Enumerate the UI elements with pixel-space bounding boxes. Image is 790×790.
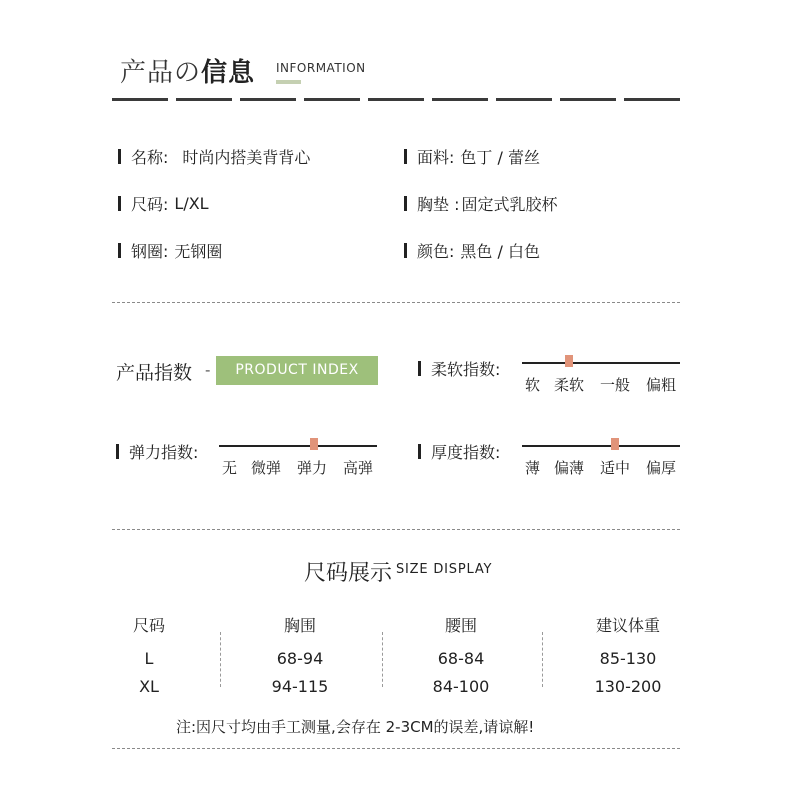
- thickness-label: [418, 440, 500, 463]
- attr-value: 固定式乳胶杯: [461, 195, 558, 214]
- scale-bullet: [418, 361, 421, 376]
- softness-scale-line: [522, 362, 680, 364]
- thickness-marker: [611, 438, 619, 450]
- elasticity-option: 弹力: [297, 459, 328, 477]
- section-divider: [112, 529, 680, 530]
- size-cell: XL: [139, 677, 159, 696]
- header-divider: [112, 98, 680, 101]
- size-cell: L: [144, 649, 154, 668]
- scale-label-text: 厚度指数:: [431, 443, 501, 462]
- attr-padding: [404, 192, 558, 215]
- attr-bullet: [404, 243, 407, 258]
- note-text: 注:因尺寸均由手工测量,会存在: [176, 718, 381, 736]
- size-header-size: 尺码: [132, 616, 165, 635]
- title-part-product: 产品: [120, 58, 175, 88]
- scale-label-text: 柔软指数:: [431, 360, 501, 379]
- attr-color: [404, 239, 540, 262]
- waist-cell: 68-84: [437, 649, 485, 668]
- softness-marker: [565, 355, 573, 367]
- note-text-tail: 2-3CM的误差,请谅解!: [385, 718, 535, 736]
- attr-value: 时尚内搭美背背心: [182, 148, 311, 167]
- elasticity-option: 高弹: [343, 459, 374, 477]
- product-index-dash: -: [205, 361, 211, 379]
- attr-value: L/XL: [174, 194, 209, 213]
- thickness-option: 偏薄: [554, 459, 585, 477]
- weight-cell: 85-130: [599, 649, 657, 668]
- title-english: INFORMATION: [276, 61, 366, 75]
- attr-underwire: [118, 239, 222, 262]
- product-index-badge: PRODUCT INDEX: [216, 356, 378, 385]
- waist-cell: 84-100: [432, 677, 490, 696]
- title-part-info: 信息: [201, 58, 256, 88]
- measurement-note: [176, 716, 534, 737]
- attr-bullet: [404, 149, 407, 164]
- thickness-option: 适中: [600, 459, 631, 477]
- attr-size: [118, 192, 209, 215]
- title-accent-bar: [276, 80, 301, 84]
- elasticity-marker: [310, 438, 318, 450]
- size-display-title: 尺码展示: [304, 561, 393, 586]
- attr-value: 无钢圈: [174, 242, 223, 261]
- attr-value: 色丁 / 蕾丝: [460, 148, 540, 167]
- attr-bullet: [404, 196, 407, 211]
- weight-cell: 130-200: [594, 677, 662, 696]
- attr-name: [118, 145, 310, 168]
- bust-cell: 68-94: [276, 649, 324, 668]
- softness-option: 偏粗: [646, 376, 677, 394]
- attr-key: 颜色:: [417, 242, 455, 261]
- elasticity-option: 无: [222, 459, 238, 477]
- table-column-divider: [382, 632, 383, 687]
- softness-option: 一般: [600, 376, 631, 394]
- title-part-no: の: [174, 58, 202, 88]
- attr-fabric: [404, 145, 540, 168]
- table-column-divider: [542, 632, 543, 687]
- attr-value: 黑色 / 白色: [460, 242, 540, 261]
- attr-key: 尺码:: [131, 195, 169, 214]
- thickness-option: 偏厚: [646, 459, 677, 477]
- attr-key: 面料:: [417, 148, 455, 167]
- attr-bullet: [118, 196, 121, 211]
- attr-bullet: [118, 243, 121, 258]
- size-header-weight: 建议体重: [595, 616, 660, 635]
- attr-key: 名称:: [131, 148, 169, 167]
- elasticity-scale-line: [219, 445, 377, 447]
- size-header-bust: 胸围: [283, 616, 316, 635]
- softness-option: 柔软: [554, 376, 585, 394]
- product-index-title: 产品指数: [116, 362, 193, 384]
- scale-label-text: 弹力指数:: [129, 443, 199, 462]
- section-divider: [112, 748, 680, 749]
- section-divider: [112, 302, 680, 303]
- attr-key: 胸垫 :: [417, 195, 460, 214]
- table-column-divider: [220, 632, 221, 687]
- scale-bullet: [418, 444, 421, 459]
- thickness-option: 薄: [525, 459, 541, 477]
- softness-label: [418, 357, 500, 380]
- size-display-title-english: SIZE DISPLAY: [396, 562, 493, 577]
- attr-key: 钢圈:: [131, 242, 169, 261]
- thickness-scale-line: [522, 445, 680, 447]
- elasticity-label: [116, 440, 198, 463]
- softness-option: 软: [525, 376, 541, 394]
- size-header-waist: 腰围: [444, 616, 477, 635]
- page-title: [120, 52, 255, 89]
- bust-cell: 94-115: [271, 677, 329, 696]
- scale-bullet: [116, 444, 119, 459]
- elasticity-option: 微弹: [251, 459, 282, 477]
- attr-bullet: [118, 149, 121, 164]
